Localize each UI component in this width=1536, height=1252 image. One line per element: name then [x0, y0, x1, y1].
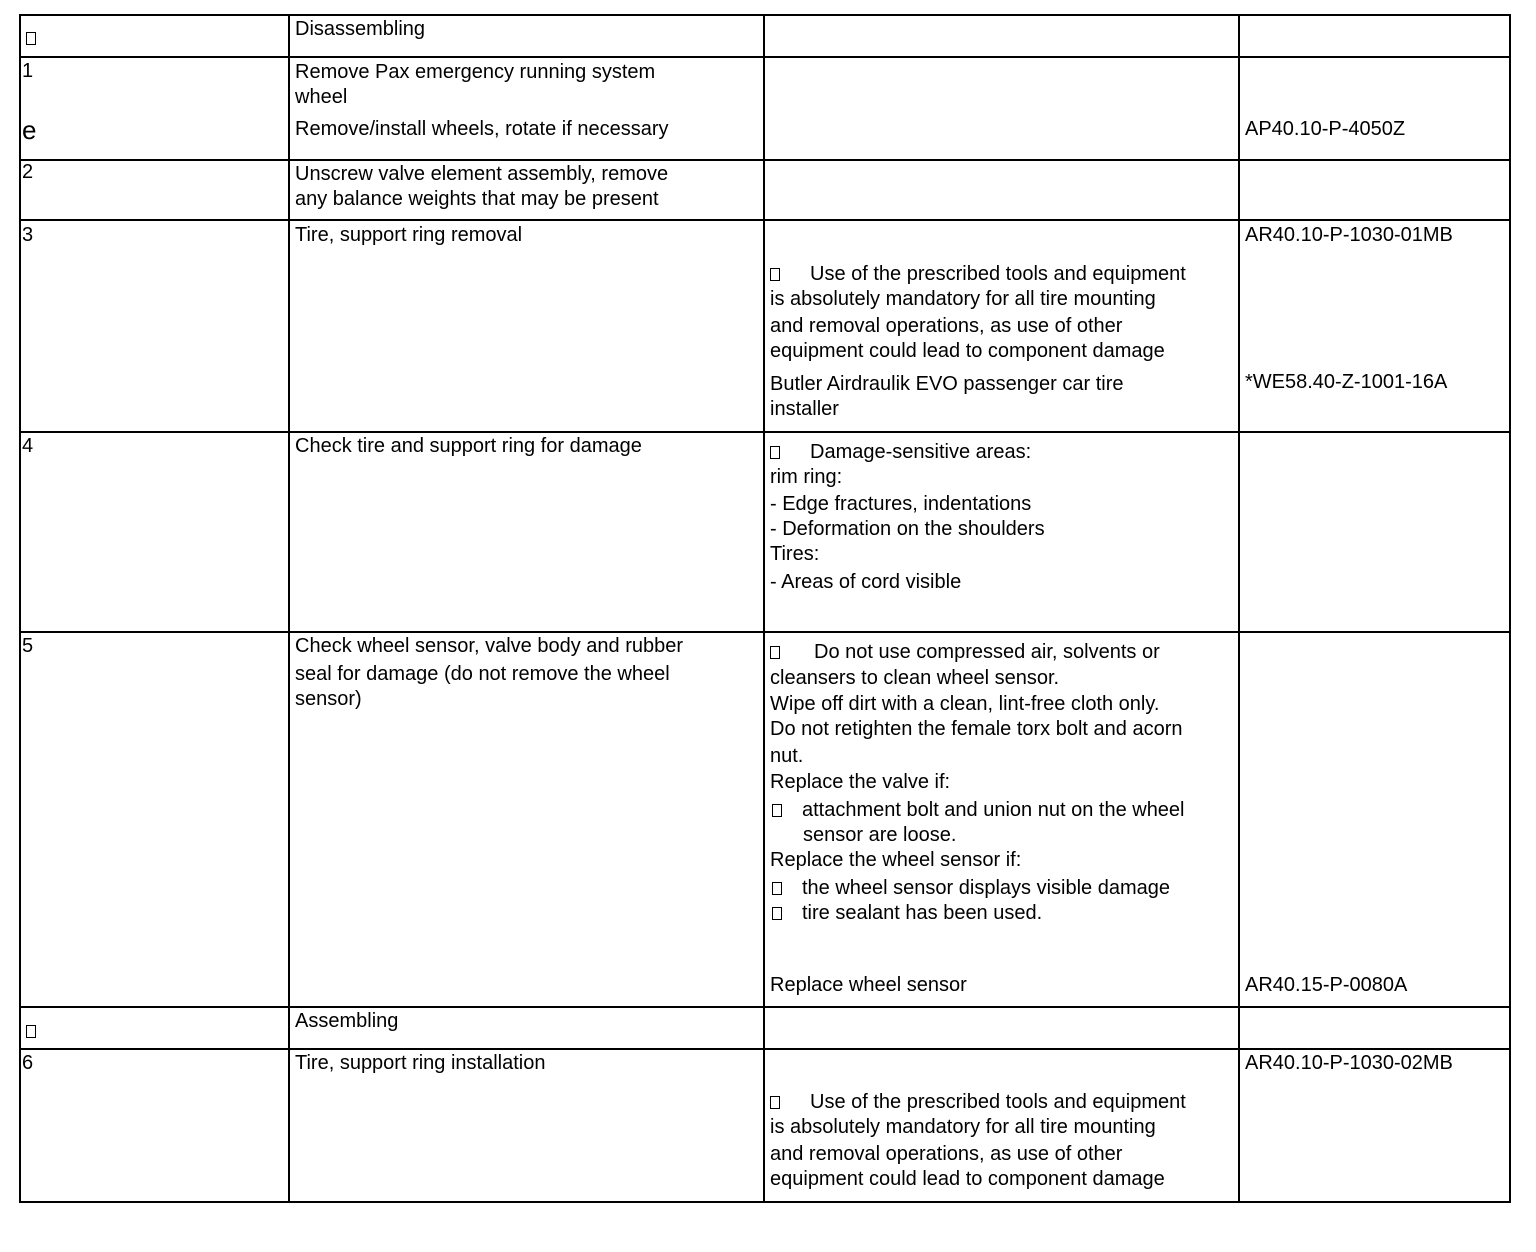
note-text: Replace the valve if: [770, 771, 951, 793]
note-text: Do not use compressed air, solvents or [770, 640, 1160, 665]
note-icon [770, 446, 780, 459]
step-description: sensor) [295, 688, 362, 710]
note-text: rim ring: [770, 466, 843, 488]
bullet-item: sensor are loose. [803, 824, 957, 846]
step-number: 5 [22, 635, 34, 657]
tool-text: Butler Airdraulik EVO passenger car tire [770, 373, 1124, 395]
procedure-table [19, 14, 1511, 1203]
step-description: Tire, support ring removal [295, 224, 523, 246]
note-text: equipment could lead to component damage [770, 1168, 1165, 1190]
note-text: Tires: [770, 543, 820, 565]
step-description: Tire, support ring installation [295, 1052, 546, 1074]
bullet-icon [772, 882, 782, 895]
note-text: and removal operations, as use of other [770, 315, 1123, 337]
reference-link[interactable]: AR40.10-P-1030-01MB [1245, 224, 1453, 246]
step-description: Remove Pax emergency running system [295, 61, 656, 83]
step-description: Unscrew valve element assembly, remove [295, 163, 669, 185]
row-divider [19, 431, 1511, 433]
note-text: Do not retighten the female torx bolt and acorn [770, 718, 1183, 740]
row-divider [19, 159, 1511, 161]
reference-link[interactable]: *WE58.40-Z-1001-16A [1245, 371, 1448, 393]
bullet-icon [772, 804, 782, 817]
step-description: seal for damage (do not remove the wheel [295, 663, 670, 685]
reference-link[interactable]: AR40.10-P-1030-02MB [1245, 1052, 1453, 1074]
note-icon [770, 1096, 780, 1109]
step-number: 3 [22, 224, 34, 246]
note-text: and removal operations, as use of other [770, 1143, 1123, 1165]
note-text: - Edge fractures, indentations [770, 493, 1032, 515]
bullet-item: the wheel sensor displays visible damage [772, 876, 1170, 901]
step-number: 6 [22, 1052, 34, 1074]
step-description: Check wheel sensor, valve body and rubber [295, 635, 684, 657]
note-text: is absolutely mandatory for all tire mounting [770, 1116, 1156, 1138]
section-icon [26, 1019, 36, 1044]
note-text: Damage-sensitive areas: [770, 440, 1031, 465]
row-divider [19, 56, 1511, 58]
row-divider [19, 1006, 1511, 1008]
table-border-top [19, 14, 1511, 16]
step-description: any balance weights that may be present [295, 188, 659, 210]
step-number: 4 [22, 435, 34, 457]
step-number: 1 [22, 60, 34, 82]
note-text: equipment could lead to component damage [770, 340, 1165, 362]
section-icon [26, 26, 36, 51]
info-glyph-icon: e [22, 115, 37, 145]
step-description: Check tire and support ring for damage [295, 435, 642, 457]
reference-link[interactable]: AP40.10-P-4050Z [1245, 118, 1406, 140]
table-border-right [1509, 14, 1511, 1203]
step-number: 2 [22, 161, 34, 183]
note-icon [770, 268, 780, 281]
table-border-bottom [19, 1201, 1511, 1203]
bullet-item: attachment bolt and union nut on the wheel [772, 798, 1185, 823]
note-text: Use of the prescribed tools and equipment [770, 262, 1186, 287]
reference-link[interactable]: AR40.15-P-0080A [1245, 974, 1408, 996]
action-text: Replace wheel sensor [770, 974, 967, 996]
note-icon [770, 646, 780, 659]
note-text: - Deformation on the shoulders [770, 518, 1045, 540]
section-heading: Disassembling [295, 18, 426, 40]
table-border-left [19, 14, 21, 1203]
step-description: Remove/install wheels, rotate if necessary [295, 118, 669, 140]
row-divider [19, 631, 1511, 633]
note-text: Use of the prescribed tools and equipment [770, 1090, 1186, 1115]
bullet-item: tire sealant has been used. [772, 901, 1042, 926]
column-divider-2 [763, 14, 765, 1203]
section-heading: Assembling [295, 1010, 399, 1032]
step-description: wheel [295, 86, 348, 108]
row-divider [19, 1048, 1511, 1050]
note-text: Replace the wheel sensor if: [770, 849, 1022, 871]
note-text: nut. [770, 745, 804, 767]
note-text: - Areas of cord visible [770, 571, 962, 593]
note-text: is absolutely mandatory for all tire mounting [770, 288, 1156, 310]
note-text: Wipe off dirt with a clean, lint-free cloth only. [770, 693, 1160, 715]
row-divider [19, 219, 1511, 221]
tool-text: installer [770, 398, 839, 420]
column-divider-3 [1238, 14, 1240, 1203]
column-divider-1 [288, 14, 290, 1203]
bullet-icon [772, 907, 782, 920]
note-text: cleansers to clean wheel sensor. [770, 667, 1060, 689]
